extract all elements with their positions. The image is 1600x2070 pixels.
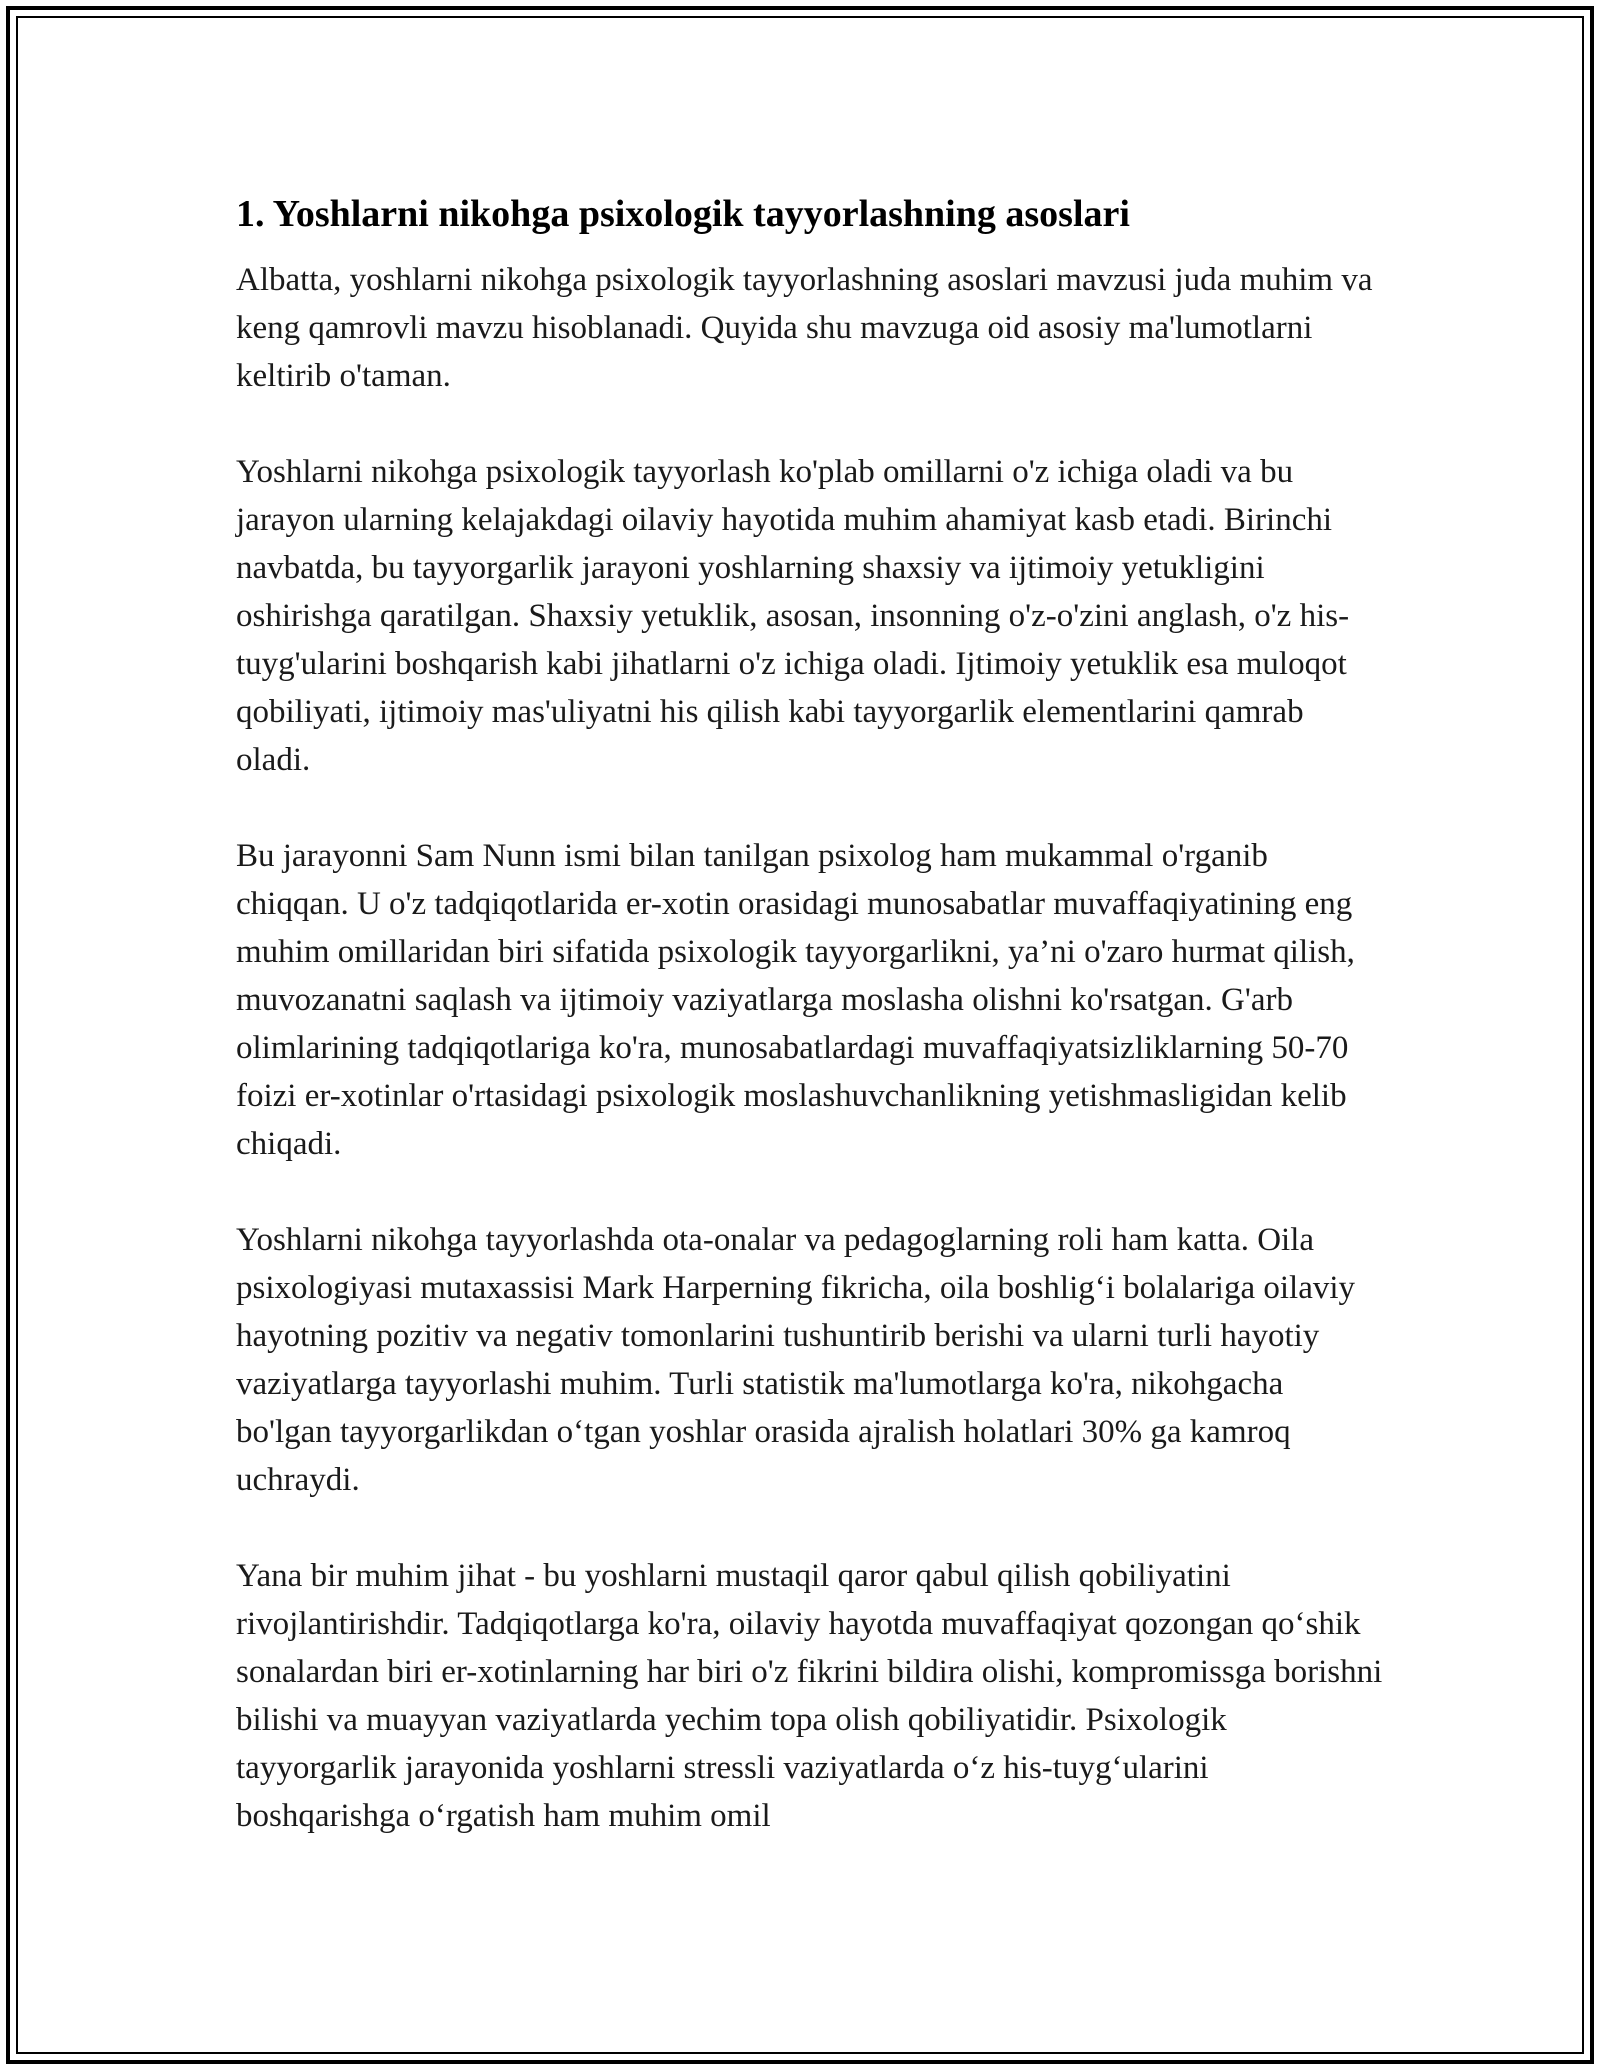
paragraph-sam-nunn: Bu jarayonni Sam Nunn ismi bilan tanilgan psixolog ham mukammal o'rganib chiqqan. U o'z tadqiqotlarida er-xotin orasidagi munosabatlar muvaffaqiyatining eng muhim omillaridan biri sifatida psixologik tayyorgarlikni, ya’ni o'zaro hurmat qilish, muvozanatni saqlash va ijtimoiy vaziyatlarga moslasha olishni ko'rsatgan. G'arb olimlarining tadqiqotlariga ko'ra, munosabatlardagi muvaffaqiyatsizliklarning 50-70 foizi er-xotinlar o'rtasidagi psixologik moslashuvchanlikning yetishmasligidan kelib chiqadi. xyxy=(236,838,1355,1162)
paragraph-intro: Albatta, yoshlarni nikohga psixologik tayyorlashning asoslari mavzusi juda muhim va keng qamrovli mavzu hisoblanadi. Quyida shu mavzuga oid asosiy ma'lumotlarni keltirib o'taman. xyxy=(236,262,1373,394)
paragraph-maturity: Yoshlarni nikohga psixologik tayyorlash ko'plab omillarni o'z ichiga oladi va bu jarayon ularning kelajakdagi oilaviy hayotida muhim ahamiyat kasb etadi. Birinchi navbatda, bu tayyorgarlik jarayoni yoshlarning shaxsiy va ijtimoiy yetukligini oshirishga qaratilgan. Shaxsiy yetuklik, asosan, insonning o'z-o'zini anglash, o'z his-tuyg'ularini boshqarish kabi jihatlarni o'z ichiga oladi. Ijtimoiy yetuklik esa muloqot qobiliyati, ijtimoiy mas'uliyatni his qilish kabi tayyorgarlik elementlarini qamrab oladi. xyxy=(236,454,1350,778)
page-title: 1. Yoshlarni nikohga psixologik tayyorlashning asoslari xyxy=(236,193,1130,235)
paragraph-parents-role: Yoshlarni nikohga tayyorlashda ota-onalar va pedagoglarning roli ham katta. Oila psixologiyasi mutaxassisi Mark Harperning fikricha, oila boshlig‘i bolalariga oilaviy hayotning pozitiv va negativ tomonlarini tushuntirib berishi va ularni turli hayotiy vaziyatlarga tayyorlashi muhim. Turli statistik ma'lumotlarga ko'ra, nikohgacha bo'lgan tayyorgarlikdan o‘tgan yoshlar orasida ajralish holatlari 30% ga kamroq uchraydi. xyxy=(236,1222,1356,1498)
document-body xyxy=(236,190,1386,1888)
paragraph-decision-making: Yana bir muhim jihat - bu yoshlarni mustaqil qaror qabul qilish qobiliyatini rivojlantirishdir. Tadqiqotlarga ko'ra, oilaviy hayotda muvaffaqiyat qozongan qo‘shik sonalardan biri er-xotinlarning har biri o'z fikrini bildira olishi, kompromissga borishni bilishi va muayyan vaziyatlarda yechim topa olish qobiliyatidir. Psixologik tayyorgarlik jarayonida yoshlarni stressli vaziyatlarda o‘z his-tuyg‘ularini boshqarishga o‘rgatish ham muhim omil xyxy=(236,1558,1383,1834)
